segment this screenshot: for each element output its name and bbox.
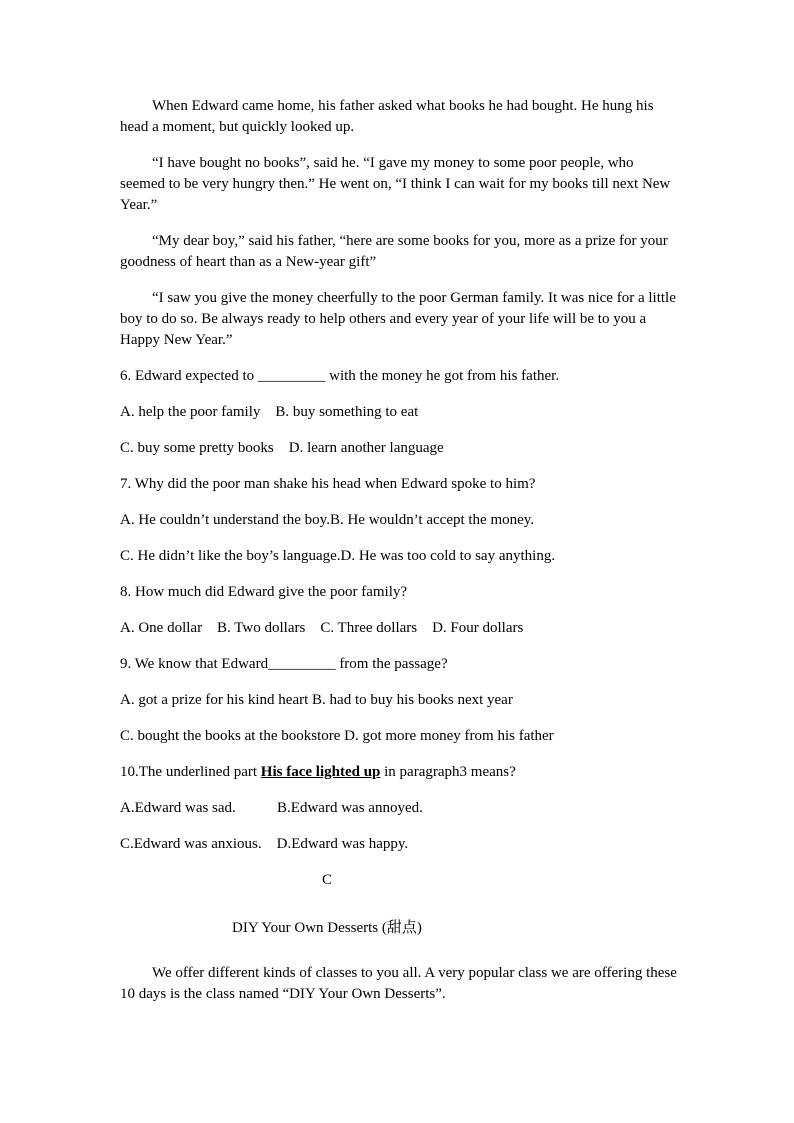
- question-10-underlined-phrase: His face lighted up: [260, 764, 381, 780]
- question-6-options-ab: A. help the poor family B. buy something to eat: [120, 404, 419, 420]
- question-10-stem: [120, 762, 680, 783]
- question-10-stem-before: 10.The underlined part: [120, 764, 261, 780]
- question-10-options-cd: C.Edward was anxious. D.Edward was happy.: [120, 836, 409, 852]
- section-c-intro: We offer different kinds of classes to you all. A very popular class we are offering these 10 days is the class named “DIY Your Own Desserts”.: [120, 965, 677, 1002]
- question-8-options: A. One dollar B. Two dollars C. Three dollars D. Four dollars: [120, 620, 524, 636]
- question-9-options-ab: A. got a prize for his kind heart B. had to buy his books next year: [120, 692, 513, 708]
- document-page: [120, 96, 680, 1020]
- question-7-options-ab: A. He couldn’t understand the boy.B. He wouldn’t accept the money.: [120, 512, 535, 528]
- passage-b-paragraph-2: “I have bought no books”, said he. “I gave my money to some poor people, who seemed to be very hungry then.” He went on, “I think I can wait for my books till next New Year.”: [120, 155, 671, 213]
- passage-b-paragraph-1: When Edward came home, his father asked what books he had bought. He hung his head a moment, but quickly looked up.: [120, 98, 654, 135]
- question-6-stem: 6. Edward expected to _________ with the money he got from his father.: [120, 368, 560, 384]
- section-c-title: DIY Your Own Desserts (甜点): [232, 920, 422, 936]
- question-10-stem-after: in paragraph3 means?: [380, 764, 516, 780]
- section-c-label: C: [322, 872, 333, 888]
- question-7-stem: 7. Why did the poor man shake his head when Edward spoke to him?: [120, 476, 536, 492]
- question-9-stem: 9. We know that Edward_________ from the passage?: [120, 656, 448, 672]
- question-9-options-cd: C. bought the books at the bookstore D. got more money from his father: [120, 728, 554, 744]
- question-6-options-cd: C. buy some pretty books D. learn another language: [120, 440, 444, 456]
- passage-b-paragraph-4: “I saw you give the money cheerfully to the poor German family. It was nice for a little boy to do so. Be always ready to help others and every year of your life will be to you a Happy New Year.”: [120, 290, 676, 348]
- question-7-options-cd: C. He didn’t like the boy’s language.D. He was too cold to say anything.: [120, 548, 556, 564]
- passage-b-paragraph-3: “My dear boy,” said his father, “here are some books for you, more as a prize for your goodness of heart than as a New-year gift”: [120, 233, 668, 270]
- question-8-stem: 8. How much did Edward give the poor family?: [120, 584, 408, 600]
- question-10-options-ab: A.Edward was sad. B.Edward was annoyed.: [120, 800, 423, 816]
